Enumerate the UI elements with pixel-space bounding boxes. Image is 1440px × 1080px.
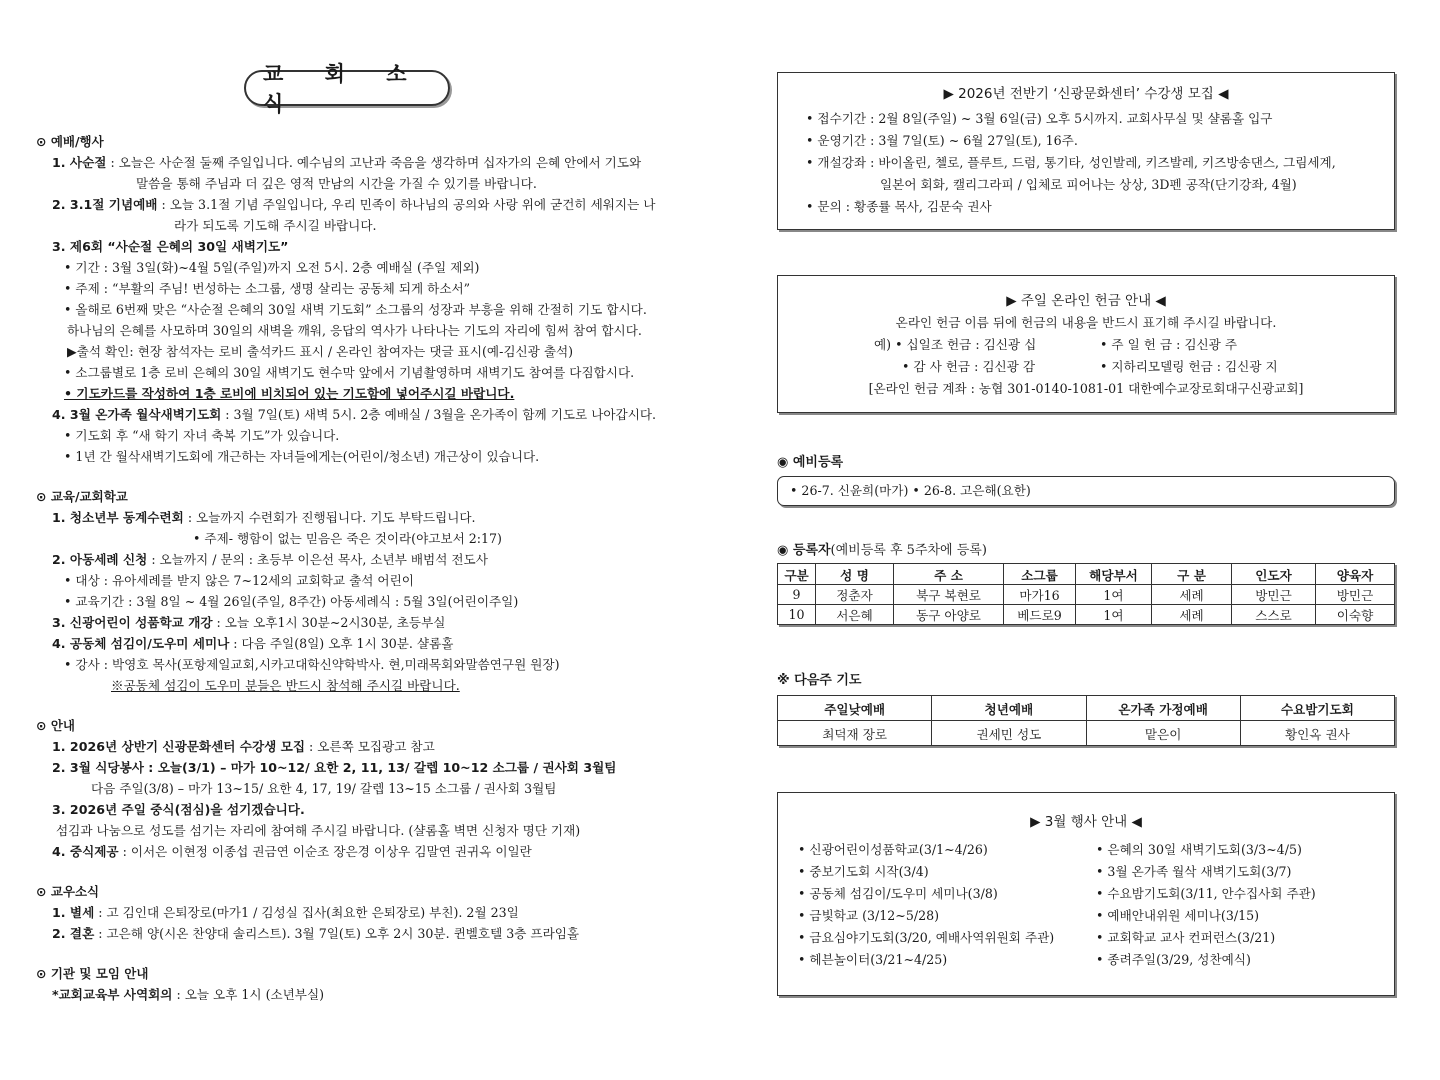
- prayer-table: [777, 695, 1395, 746]
- registrants-header: ◉ 등록자(예비등록 후 5주차에 등록): [777, 543, 987, 558]
- prereg-items: • 26-7. 신윤희(마가) • 26-8. 고은해(요한): [790, 483, 1031, 498]
- list-item: • 금요심야기도회(3/20, 예배사역위원회 주관): [798, 930, 1055, 945]
- online-offering-example-2: • 감 사 헌금 : 김신광 감 • 지하리모델링 헌금 : 김신광 지: [902, 359, 1278, 374]
- table-cell: 맡은이: [1086, 721, 1240, 746]
- reg-col-group: 소그룹: [1004, 564, 1076, 585]
- worship-item-1: 1. 사순절 : 오늘은 사순절 둘째 주일입니다. 예수님의 고난과 죽음을 생각하며 십자가의 은혜 안에서 기도와: [52, 155, 642, 170]
- section-header-worship: ⊙ 예배/행사: [36, 134, 104, 149]
- worship-item-1-cont: 말씀을 통해 주님과 더 깊은 영적 만남의 시간을 가질 수 있기를 바랍니다.: [136, 176, 537, 191]
- page-title: 교 회 소 식: [244, 70, 450, 106]
- education-item-2-period: • 교육기간 : 3월 8일 ~ 4월 26일(주일, 8주간) 아동세례식 : 5월 3일(어린이주일): [64, 594, 519, 609]
- prayer-table-wrap: [777, 695, 1395, 746]
- worship-item-4: 4. 3월 온가족 월삭새벽기도회 : 3월 7일(토) 새벽 5시. 2층 예배실 / 3월을 온가족이 함께 기도로 나아갑시다.: [52, 407, 657, 422]
- table-cell: 북구 복현로: [894, 585, 1004, 605]
- notice-item-3-cont: 섬김과 나눔으로 성도를 섬기는 자리에 참여해 주시길 바랍니다. (샬롬홀 벽면 신청자 명단 기재): [56, 823, 581, 838]
- notice-item-1: 1. 2026년 상반기 신광문화센터 수강생 모집 : 오른쪽 모집광고 참고: [52, 739, 435, 754]
- notice-item-2: 2. 3월 식당봉사 : 오늘(3/1) – 마가 10~12/ 요한 2, 11, 13/ 갈렙 10~12 소그룹 / 권사회 3월팀: [52, 760, 617, 775]
- education-item-1: 1. 청소년부 동계수련회 : 오늘까지 수련회가 진행됩니다. 기도 부탁드립니다.: [52, 510, 476, 525]
- announcements-column: [777, 72, 1395, 996]
- table-cell: 동구 아양로: [894, 605, 1004, 625]
- reg-col-mentor: 양육자: [1316, 564, 1395, 585]
- notice-item-2-cont: 다음 주일(3/8) – 마가 13~15/ 요한 4, 17, 19/ 갈렙 13~15 소그룹 / 권사회 3월팀: [91, 781, 557, 796]
- registrants-table: [777, 563, 1395, 625]
- list-item: • 금빛학교 (3/12~5/28): [798, 908, 940, 923]
- list-item: • 3월 온가족 월삭 새벽기도회(3/7): [1096, 864, 1292, 879]
- next-week-prayer-header: ※ 다음주 기도: [777, 673, 862, 688]
- list-item: • 교회학교 교사 컨퍼런스(3/21): [1096, 930, 1276, 945]
- table-cell: 10: [778, 605, 816, 625]
- reg-col-type: 구분: [778, 564, 816, 585]
- march-events-box: [777, 792, 1395, 996]
- march-events-title: ▶ 3월 행사 안내 ◀: [1030, 814, 1142, 830]
- table-row: [778, 605, 1395, 625]
- table-cell: 서은혜: [816, 605, 894, 625]
- worship-item-3-period: • 기간 : 3월 3일(화)~4월 5일(주일)까지 오전 5시. 2층 예배실 (주일 제외): [64, 260, 480, 275]
- worship-item-3-theme: • 주제 : “부활의 주님! 번성하는 소그룹, 생명 살리는 공동체 되게 하소서”: [64, 281, 471, 296]
- table-cell: 1여: [1076, 605, 1152, 625]
- table-cell: 마가16: [1004, 585, 1076, 605]
- culture-center-title: ▶ 2026년 전반기 ‘신광문화센터’ 수강생 모집 ◀: [943, 86, 1229, 102]
- online-offering-box: [777, 275, 1395, 413]
- org-item-1: *교회교육부 사역회의 : 오늘 오후 1시 (소년부실): [52, 987, 325, 1002]
- list-item: • 신광어린이성품학교(3/1~4/26): [798, 842, 988, 857]
- education-item-1-theme: • 주제- 행함이 없는 믿음은 죽은 것이라(야고보서 2:17): [193, 531, 502, 546]
- table-cell: 9: [778, 585, 816, 605]
- online-offering-example-1: 예) • 십일조 헌금 : 김신광 십 • 주 일 헌 금 : 김신광 주: [874, 337, 1238, 352]
- list-item: • 중보기도회 시작(3/4): [798, 864, 929, 879]
- education-item-2: 2. 아동세례 신청 : 오늘까지 / 문의 : 초등부 이은선 목사, 소년부 배범석 전도사: [52, 552, 488, 567]
- table-cell: 이숙향: [1316, 605, 1395, 625]
- worship-item-3-photo: • 소그룹별로 1층 로비 은혜의 30일 새벽기도 현수막 앞에서 기념촬영하며 새벽기도 참여를 다짐합시다.: [64, 365, 635, 380]
- table-row: [778, 721, 1395, 746]
- notice-item-3: 3. 2026년 주일 중식(점심)을 섬기겠습니다.: [52, 802, 305, 817]
- section-header-education: ⊙ 교육/교회학교: [36, 489, 128, 504]
- worship-item-3-desc-cont: 하나님의 은혜를 사모하며 30일의 새벽을 깨워, 응답의 역사가 나타나는 기도의 자리에 힘써 참여 합시다.: [67, 323, 642, 338]
- table-cell: 권세민 성도: [932, 721, 1086, 746]
- list-item: • 공동체 섬김이/도우미 세미나(3/8): [798, 886, 998, 901]
- prereg-header: ◉ 예비등록: [777, 455, 844, 470]
- culture-center-box: [777, 72, 1395, 230]
- culture-center-reception: • 접수기간 : 2월 8일(주일) ~ 3월 6일(금) 오후 5시까지. 교회사무실 및 샬롬홀 입구: [806, 111, 1273, 126]
- worship-item-3: 3. 제6회 “사순절 은혜의 30일 새벽기도”: [52, 239, 289, 254]
- prereg-box: [777, 476, 1395, 506]
- table-cell: 1여: [1076, 585, 1152, 605]
- registrants-table-wrap: [777, 563, 1395, 625]
- worship-item-3-prayer-card: • 기도카드를 작성하여 1층 로비에 비치되어 있는 기도함에 넣어주시길 바랍니다.: [64, 386, 515, 401]
- reg-col-kind: 구 분: [1152, 564, 1232, 585]
- table-cell: 세례: [1152, 585, 1232, 605]
- table-cell: 스스로: [1232, 605, 1316, 625]
- culture-center-courses-cont: 일본어 회화, 캘리그라피 / 입체로 피어나는 상상, 3D펜 공작(단기강좌, 4월): [880, 177, 1297, 192]
- prayer-col-wednesday: 수요밤기도회: [1240, 696, 1394, 721]
- online-offering-title: ▶ 주일 온라인 헌금 안내 ◀: [1006, 293, 1166, 309]
- worship-item-2: 2. 3.1절 기념예배 : 오늘 3.1절 기념 주일입니다, 우리 민족이 하나님의 공의와 사랑 위에 굳건히 세워지는 나: [52, 197, 656, 212]
- list-item: • 은혜의 30일 새벽기도회(3/3~4/5): [1096, 842, 1302, 857]
- prayer-col-youth: 청년예배: [932, 696, 1086, 721]
- reg-col-guide: 인도자: [1232, 564, 1316, 585]
- member-item-1: 1. 별세 : 고 김인대 은퇴장로(마가1 / 김성실 집사(최요한 은퇴장로) 부친). 2월 23일: [52, 905, 519, 920]
- march-events-right: [1096, 839, 1394, 971]
- march-events-left: [798, 839, 1096, 971]
- culture-center-contact: • 문의 : 황종률 목사, 김문숙 권사: [806, 199, 992, 214]
- reg-col-name: 성 명: [816, 564, 894, 585]
- section-header-member-news: ⊙ 교우소식: [36, 884, 100, 899]
- education-item-4-note: ※공동체 섬김이 도우미 분들은 반드시 참석해 주시길 바랍니다.: [111, 678, 460, 693]
- worship-item-4-a: • 기도회 후 “새 학기 자녀 축복 기도”가 있습니다.: [64, 428, 340, 443]
- section-header-org: ⊙ 기관 및 모임 안내: [36, 966, 149, 981]
- worship-item-2-cont: 라가 되도록 기도해 주시길 바랍니다.: [174, 218, 377, 233]
- worship-item-3-desc: • 올해로 6번째 맞은 “사순절 은혜의 30일 새벽 기도회” 소그룹의 성장과 부흥을 위해 간절히 기도 합시다.: [64, 302, 647, 317]
- prayer-col-sunday: 주일낮예배: [778, 696, 932, 721]
- worship-item-3-attendance: ▶출석 확인: 현장 참석자는 로비 출석카드 표시 / 온라인 참여자는 댓글 표시(예-김신광 출석): [67, 344, 574, 359]
- section-header-notice: ⊙ 안내: [36, 718, 75, 733]
- table-cell: 방민근: [1232, 585, 1316, 605]
- table-cell: 세례: [1152, 605, 1232, 625]
- table-cell: 정춘자: [816, 585, 894, 605]
- reg-col-address: 주 소: [894, 564, 1004, 585]
- table-cell: 방민근: [1316, 585, 1395, 605]
- list-item: • 예배안내위원 세미나(3/15): [1096, 908, 1260, 923]
- notice-item-4: 4. 중식제공 : 이서은 이현정 이종섭 권금연 이순조 장은경 이상우 김말연 권귀옥 이일란: [52, 844, 532, 859]
- member-item-2: 2. 결혼 : 고은해 양(시온 찬양대 솔리스트). 3월 7일(토) 오후 2시 30분. 퀸벨호텔 3층 프라임홀: [52, 926, 580, 941]
- worship-item-4-b: • 1년 간 월삭새벽기도회에 개근하는 자녀들에게는(어린이/청소년) 개근상이 있습니다.: [64, 449, 540, 464]
- list-item: • 헤븐놀이터(3/21~4/25): [798, 952, 948, 967]
- table-cell: 황인옥 권사: [1240, 721, 1394, 746]
- education-item-3: 3. 신광어린이 성품학교 개강 : 오늘 오후1시 30분~2시30분, 초등부실: [52, 615, 446, 630]
- prayer-col-family: 온가족 가정예배: [1086, 696, 1240, 721]
- church-news-column: [36, 62, 676, 1005]
- education-item-4-speaker: • 강사 : 박영호 목사(포항제일교회,시카고대학신약학박사. 현,미래목회와말씀연구원 원장): [64, 657, 560, 672]
- table-cell: 최덕재 장로: [778, 721, 932, 746]
- education-item-4: 4. 공동체 섬김이/도우미 세미나 : 다음 주일(8일) 오후 1시 30분. 샬롬홀: [52, 636, 454, 651]
- education-item-2-target: • 대상 : 유아세례를 받지 않은 7~12세의 교회학교 출석 어린이: [64, 573, 414, 588]
- online-offering-instruction: 온라인 헌금 이름 뒤에 헌금의 내용을 반드시 표기해 주시길 바랍니다.: [895, 315, 1277, 330]
- online-offering-account: [온라인 헌금 계좌 : 농협 301-0140-1081-01 대한예수교장로회대구신광교회]: [868, 381, 1304, 396]
- culture-center-period: • 운영기간 : 3월 7일(토) ~ 6월 27일(토), 16주.: [806, 133, 1078, 148]
- reg-col-dept: 해당부서: [1076, 564, 1152, 585]
- table-cell: 베드로9: [1004, 605, 1076, 625]
- list-item: • 수요밤기도회(3/11, 안수집사회 주관): [1096, 886, 1316, 901]
- table-row: [778, 585, 1395, 605]
- list-item: • 종려주일(3/29, 성찬예식): [1096, 952, 1251, 967]
- culture-center-courses: • 개설강좌 : 바이올린, 첼로, 플루트, 드럼, 통기타, 성인발레, 키즈발레, 키즈방송댄스, 그림세계,: [806, 155, 1336, 170]
